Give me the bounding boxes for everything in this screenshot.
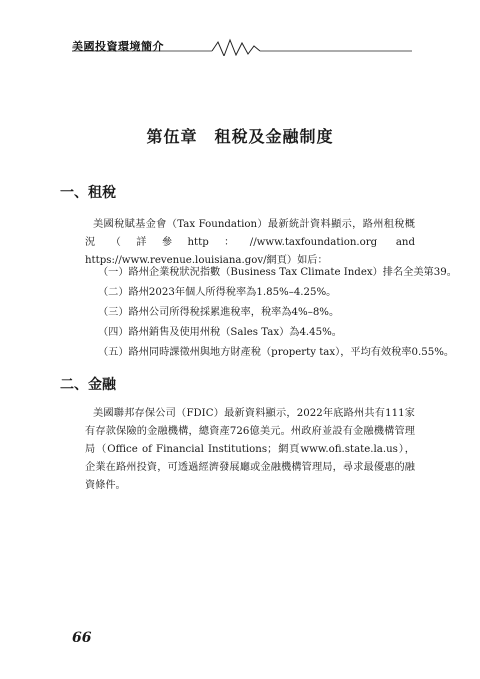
tax-item: （三）路州公司所得稅採累進稅率，稅率為4%–8%。 — [98, 307, 340, 318]
page-number: 66 — [72, 630, 92, 646]
tax-item: （五）路州同時課徵州與地方財產稅（property tax），平均有效稅率0.55%。 — [98, 347, 455, 358]
tax-item-list — [98, 263, 457, 363]
tax-intro-paragraph — [85, 216, 415, 270]
running-header — [72, 34, 412, 56]
section-heading-finance: 二、金融 — [60, 377, 116, 393]
tax-item: （四）路州銷售及使用州稅（Sales Tax）為4.45%。 — [98, 327, 342, 338]
finance-paragraph — [85, 405, 415, 495]
chapter-title: 第伍章 租稅及金融制度 — [146, 127, 334, 146]
finance-text: 美國聯邦存保公司（FDIC）最新資料顯示，2022年底路州共有111家有存款保險的金融機構，總資產726億美元。州政府並設有金融機構管理局（Office of Financial Institutions；網頁www.ofi.state.la.us），企業在路州投資，可透過經濟發展廳或金融機構管理局，尋求最優惠的融資條件。 — [85, 408, 415, 491]
tax-intro-text: 美國稅賦基金會（Tax Foundation）最新統計資料顯示，路州租稅概況（詳參http：//www.taxfoundation.org and https://www.revenue.louisiana.gov/網頁）如后： — [85, 219, 415, 266]
section-heading-tax: 一、租稅 — [60, 185, 116, 201]
header-title: 美國投資環境簡介 — [72, 40, 164, 53]
tax-item: （一）路州企業稅狀況指數（Business Tax Climate Index）排名全美第39。 — [98, 267, 457, 278]
tax-item: （二）路州2023年個人所得稅率為1.85%–4.25%。 — [98, 287, 337, 298]
